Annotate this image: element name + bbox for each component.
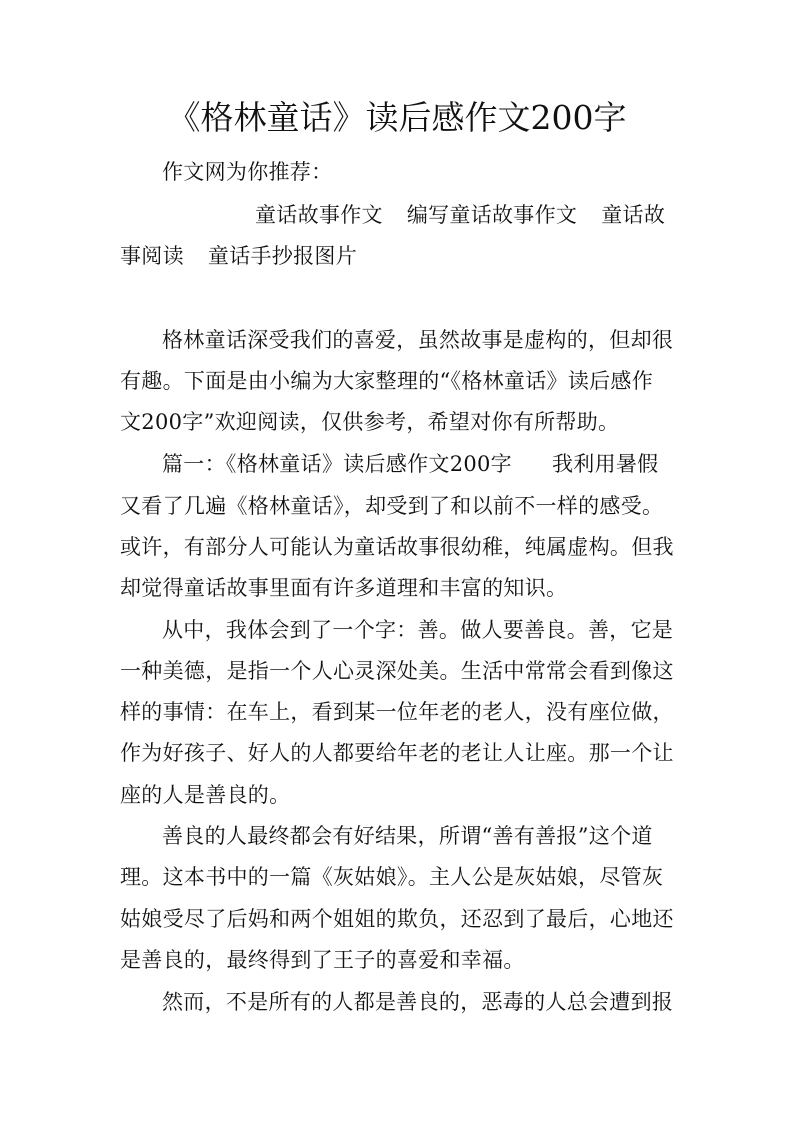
- paragraph-line: 一种美德，是指一个人心灵深处美。生活中常常会看到像这: [120, 659, 674, 683]
- recommend-link[interactable]: 事阅读: [120, 244, 184, 268]
- paragraph-line: 样的事情：在车上，看到某一位年老的老人，没有座位做，: [120, 700, 674, 724]
- recommend-link[interactable]: 童话故事作文: [255, 203, 383, 227]
- section-heading-line: [162, 449, 658, 479]
- paragraph-line: 理。这本书中的一篇《灰姑娘》。主人公是灰姑娘，尽管灰: [120, 865, 664, 889]
- page-title: 《格林童话》读后感作文200字: [167, 98, 627, 137]
- paragraph-text: 我利用暑假: [551, 452, 659, 476]
- recommend-links-row-2: [120, 241, 357, 271]
- paragraph-line: 然而，不是所有的人都是善良的，恶毒的人总会遭到报: [162, 990, 674, 1014]
- recommend-intro: 作文网为你推荐：: [162, 160, 333, 184]
- recommend-link[interactable]: 童话故: [601, 203, 666, 227]
- recommend-link[interactable]: 童话手抄报图片: [207, 244, 358, 268]
- paragraph-line: 姑娘受尽了后妈和两个姐姐的欺负，还忍到了最后，心地还: [120, 907, 674, 931]
- paragraph-line: 或许，有部分人可能认为童话故事很幼稚，纯属虚构。但我: [120, 535, 674, 559]
- paragraph-line: 有趣。下面是由小编为大家整理的“《格林童话》读后感作: [120, 369, 654, 393]
- paragraph-line: 文200字”欢迎阅读，仅供参考，希望对你有所帮助。: [120, 410, 620, 434]
- paragraph-line: 格林童话深受我们的喜爱，虽然故事是虚构的，但却很: [162, 328, 674, 352]
- paragraph-line: 作为好孩子、好人的人都要给年老的老让人让座。那一个让: [120, 741, 674, 765]
- section-heading: 篇一：《格林童话》读后感作文200字: [162, 452, 512, 476]
- paragraph-line: 座的人是善良的。: [120, 783, 291, 807]
- paragraph-line: 却觉得童话故事里面有许多道理和丰富的知识。: [120, 576, 568, 600]
- paragraph-line: 又看了几遍《格林童话》，却受到了和以前不一样的感受。: [120, 494, 664, 518]
- paragraph-line: 从中，我体会到了一个字：善。做人要善良。善，它是: [162, 618, 674, 642]
- recommend-links-row-1: [255, 200, 665, 230]
- paragraph-line: 善良的人最终都会有好结果，所谓“善有善报”这个道: [162, 824, 653, 848]
- paragraph-line: 是善良的，最终得到了王子的喜爱和幸福。: [120, 948, 525, 972]
- recommend-link[interactable]: 编写童话故事作文: [406, 203, 578, 227]
